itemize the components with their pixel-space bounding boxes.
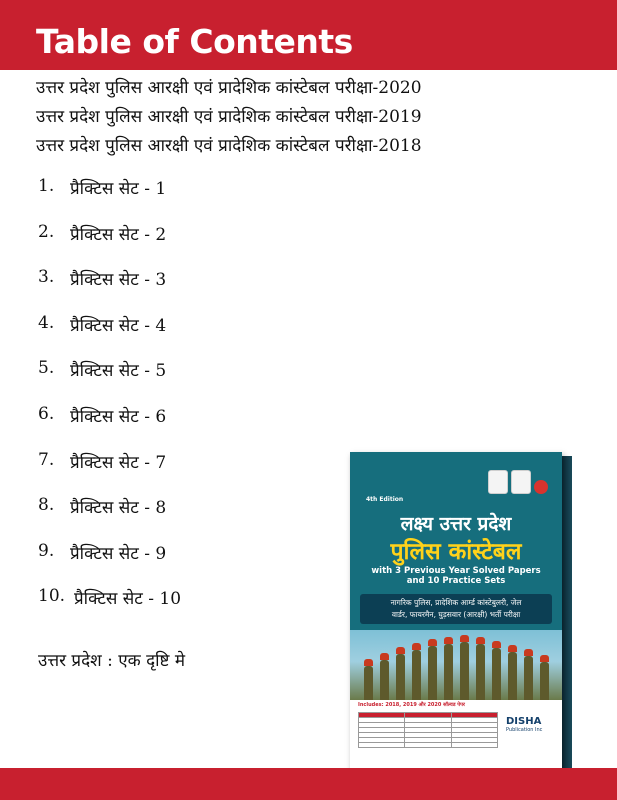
exam-paper-item[interactable]: उत्तर प्रदेश पुलिस आरक्षी एवं प्रादेशिक कांस्टेबल परीक्षा-2020 <box>36 78 422 98</box>
publisher-sub: Publication Inc <box>506 727 543 733</box>
book-subtitle-line2: and 10 Practice Sets <box>406 576 506 586</box>
practice-set-number: 1. <box>38 176 55 196</box>
practice-set-item[interactable] <box>38 450 181 496</box>
badge-icon <box>511 470 531 494</box>
practice-set-label: प्रैक्टिस सेट - 4 <box>70 315 167 336</box>
soldier-figure <box>428 646 437 700</box>
practice-set-label: प्रैक्टिस सेट - 10 <box>74 589 182 610</box>
practice-set-label: प्रैक्टिस सेट - 3 <box>70 270 167 291</box>
soldier-figure <box>492 648 501 700</box>
soldiers-photo <box>350 630 562 700</box>
soldier-figure <box>524 656 533 700</box>
practice-set-item[interactable] <box>38 358 181 404</box>
practice-set-number: 5. <box>38 358 55 379</box>
badge-icon <box>488 470 508 494</box>
overview-entry[interactable]: उत्तर प्रदेश : एक दृष्टि मे <box>38 651 186 671</box>
book-spine <box>562 456 572 768</box>
practice-set-label: प्रैक्टिस सेट - 5 <box>70 361 167 382</box>
book-title-line1: लक्ष्य उत्तर प्रदेश <box>400 513 512 535</box>
book-subtitle-line1: with 3 Previous Year Solved Papers <box>371 566 541 576</box>
book-table-area <box>350 700 562 770</box>
practice-set-number: 2. <box>38 221 55 242</box>
practice-set-number: 9. <box>38 540 55 561</box>
soldier-figure <box>412 650 421 700</box>
soldier-figure <box>444 644 453 700</box>
soldier-figure <box>508 652 517 700</box>
book-banner-line2: वार्डर, फायरमैन, घुड़सवार (आरक्षी) भर्ती परीक्षा <box>391 610 521 619</box>
practice-set-item[interactable] <box>38 267 181 313</box>
footer-bar <box>0 768 617 800</box>
practice-set-number: 3. <box>38 267 55 288</box>
book-edition: 4th Edition <box>366 496 404 503</box>
practice-set-label: प्रैक्टिस सेट - 8 <box>70 498 167 519</box>
book-mini-table <box>358 712 498 748</box>
practice-set-number: 8. <box>38 495 55 516</box>
practice-set-item[interactable] <box>38 586 181 632</box>
book-front <box>350 452 562 770</box>
practice-set-label: प्रैक्टिस सेट - 7 <box>70 452 167 473</box>
book-badges <box>488 470 548 494</box>
practice-set-number: 6. <box>38 403 55 424</box>
publisher-name: DISHA <box>506 716 542 727</box>
practice-set-list <box>38 176 181 632</box>
practice-set-item[interactable] <box>38 176 181 222</box>
soldier-figure <box>380 660 389 700</box>
soldier-figure <box>540 662 549 700</box>
page-title: Table of Contents <box>36 22 353 61</box>
practice-set-label: प्रैक्टिस सेट - 6 <box>70 406 167 427</box>
book-cover-image <box>350 452 572 770</box>
practice-set-item[interactable] <box>38 495 181 541</box>
book-banner-line1: नागरिक पुलिस, प्रादेशिक आर्म्ड कांस्टेबुलरी, जेल <box>390 598 522 607</box>
practice-set-label: प्रैक्टिस सेट - 1 <box>70 179 167 199</box>
practice-set-item[interactable] <box>38 404 181 450</box>
practice-set-item[interactable] <box>38 541 181 587</box>
book-subtitle <box>350 566 562 586</box>
publisher-logo <box>506 716 552 744</box>
book-title-line2: पुलिस कांस्टेबल <box>390 539 522 565</box>
practice-set-number: 7. <box>38 449 55 470</box>
exam-paper-item[interactable]: उत्तर प्रदेश पुलिस आरक्षी एवं प्रादेशिक कांस्टेबल परीक्षा-2018 <box>36 136 422 156</box>
practice-set-label: प्रैक्टिस सेट - 9 <box>70 543 167 564</box>
exam-paper-item[interactable]: उत्तर प्रदेश पुलिस आरक्षी एवं प्रादेशिक कांस्टेबल परीक्षा-2019 <box>36 107 422 127</box>
seal-icon <box>534 480 548 494</box>
soldier-figure <box>396 654 405 700</box>
practice-set-item[interactable] <box>38 222 181 268</box>
soldier-figure <box>364 666 373 700</box>
soldier-figure <box>476 644 485 700</box>
practice-set-item[interactable] <box>38 313 181 359</box>
soldier-figure <box>460 642 469 700</box>
practice-set-label: प्रैक्टिस सेट - 2 <box>70 224 167 245</box>
practice-set-number: 4. <box>38 312 55 333</box>
book-includes: Includes: 2018, 2019 और 2020 सॉल्वड पेपर <box>358 702 465 708</box>
book-banner <box>360 594 552 624</box>
exam-paper-list <box>36 74 422 161</box>
practice-set-number: 10. <box>38 586 66 607</box>
